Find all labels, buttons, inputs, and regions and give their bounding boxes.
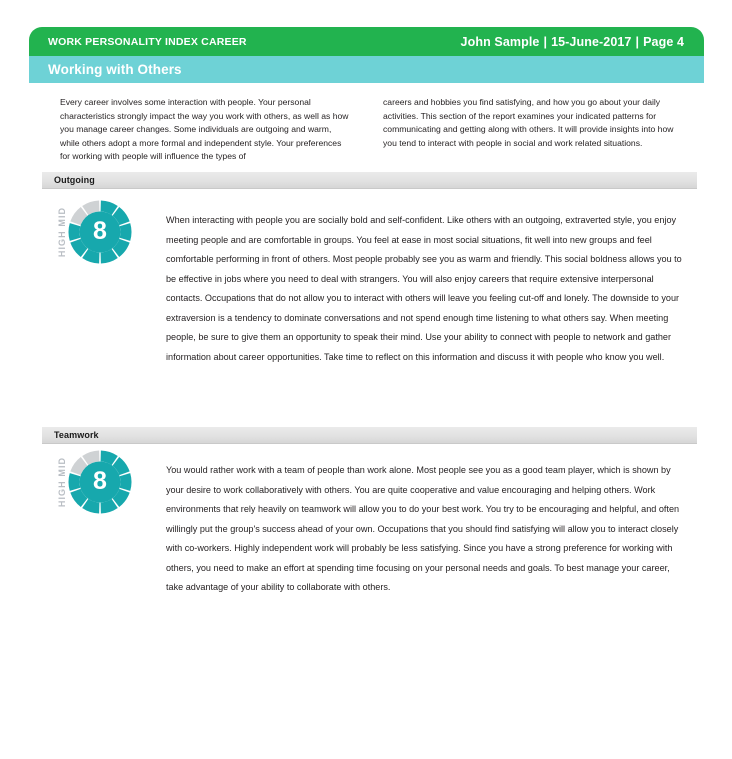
report-header-meta: [461, 35, 684, 49]
score-level-label-teamwork: HIGH MID: [57, 456, 67, 508]
header-page-number: Page 4: [643, 34, 684, 49]
section-label-teamwork: Teamwork: [54, 430, 99, 440]
score-block-outgoing: [44, 199, 164, 289]
score-block-teamwork: [44, 449, 164, 539]
section-body-teamwork: You would rather work with a team of people than work alone. Most people see you as a good team player, which is shown by your desire to work collaboratively with others. You are quite cooperative and value encouraging and helping others. Work environments that rely heavily on teamwork will allow you to do your best work. You try to be encouraging and helpful, and often willingly put the group's success ahead of your own. Occupations that you should find satisfying will allow you to interact closely with co-workers. Highly independent work will probably be less satisfying. Since you have a strong preference for working with others, you need to make an effort at spending time focusing on your personal needs and goals. To best manage your career, take advantage of your ability to collaborate with others.: [166, 465, 680, 593]
section-label-outgoing: Outgoing: [54, 175, 95, 185]
score-value-teamwork: 8: [93, 467, 107, 495]
header-person-name: John Sample: [460, 34, 540, 49]
report-subheader: [29, 56, 704, 83]
report-title: WORK PERSONALITY INDEX CAREER: [48, 35, 247, 48]
section-header-teamwork: [42, 427, 697, 444]
score-dial-outgoing: [67, 199, 133, 265]
report-section-title: Working with Others: [48, 62, 182, 77]
intro-text-block: [60, 96, 677, 164]
header-separator-1: |: [543, 34, 548, 49]
intro-column-right: careers and hobbies you find satisfying, and how you go about your daily activities. This section of the report examines your indicated patterns for communicating and getting along with others. It will provide insights into how you tend to interact with people in social and work related situations.: [383, 97, 674, 148]
header-date: 15-June-2017: [551, 34, 632, 49]
section-body-outgoing: When interacting with people you are socially bold and self-confident. Like others with an outgoing, extraverted style, you enjoy meeting people and are comfortable in groups. You feel at ease in most social situations, fit well into new groups and feel comfortable performing in front of others. Most people probably see you as warm and friendly. This social boldness allows you to be effective in jobs where you need to deal with strangers. You will also enjoy careers that require extensive interpersonal contacts. Occupations that do not allow you to interact with others will leave you feeling cut-off and lonely. The downside to your extraversion is a tendency to dominate conversations and not spend enough time listening to what others say. When meeting people, be sure to give them an opportunity to speak their mind. Use your ability to connect with people to network and gather information about career opportunities. Take time to reflect on this information and discuss it with people who know you well.: [166, 215, 682, 362]
score-dial-teamwork: [67, 449, 133, 515]
score-value-outgoing: 8: [93, 217, 107, 245]
header-separator-2: |: [635, 34, 640, 49]
intro-column-left: Every career involves some interaction with people. Your personal characteristics strongly impact the way you work with others, as well as how you manage career changes. Some individuals are outgoing and warm, while others adopt a more formal and independent style. Your preferences for working with people will influence the types of: [60, 97, 349, 162]
score-level-label-outgoing: HIGH MID: [57, 206, 67, 258]
section-header-outgoing: [42, 172, 697, 189]
report-header: [29, 27, 704, 56]
